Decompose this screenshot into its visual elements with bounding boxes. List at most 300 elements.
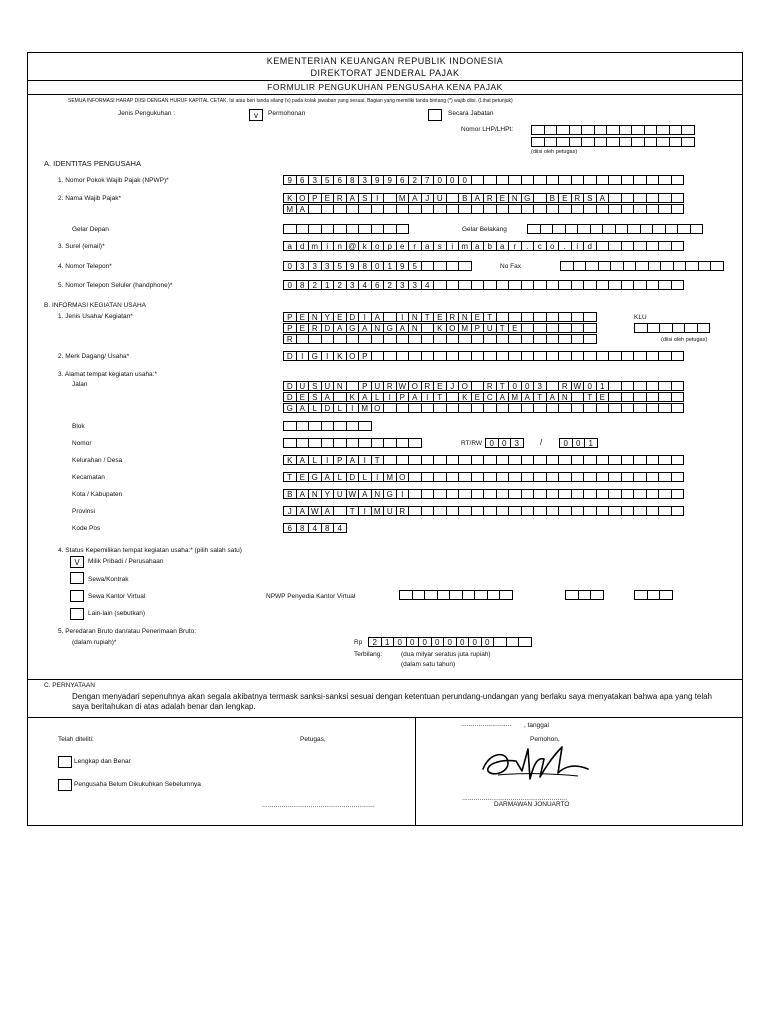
char-cell[interactable]: E — [296, 312, 310, 322]
char-cell[interactable] — [646, 489, 660, 499]
char-cell[interactable]: 0 — [485, 438, 499, 448]
char-cell[interactable]: 3 — [510, 438, 524, 448]
char-cell[interactable]: M — [396, 193, 410, 203]
char-cell[interactable]: L — [308, 455, 322, 465]
char-cell[interactable] — [346, 381, 360, 391]
char-cell[interactable] — [471, 506, 485, 516]
char-cell[interactable] — [521, 403, 535, 413]
char-cell[interactable]: k — [358, 241, 372, 251]
char-cell[interactable] — [583, 175, 597, 185]
char-cell[interactable]: R — [483, 381, 497, 391]
char-cell[interactable] — [608, 241, 622, 251]
char-cell[interactable]: G — [383, 489, 397, 499]
char-cell[interactable]: Y — [321, 312, 335, 322]
char-cell[interactable] — [496, 506, 510, 516]
provinsi-field[interactable] — [283, 506, 683, 516]
char-cell[interactable]: K — [433, 323, 447, 333]
char-cell[interactable] — [646, 403, 660, 413]
char-cell[interactable] — [483, 204, 497, 214]
char-cell[interactable]: W — [308, 506, 322, 516]
char-cell[interactable] — [671, 472, 685, 482]
char-cell[interactable]: O — [346, 351, 360, 361]
char-cell[interactable]: D — [283, 381, 297, 391]
char-cell[interactable] — [590, 590, 604, 600]
char-cell[interactable] — [608, 204, 622, 214]
char-cell[interactable]: 5 — [321, 175, 335, 185]
char-cell[interactable] — [333, 392, 347, 402]
char-cell[interactable] — [633, 193, 647, 203]
char-cell[interactable] — [487, 590, 501, 600]
char-cell[interactable]: a — [496, 241, 510, 251]
char-cell[interactable] — [483, 403, 497, 413]
char-cell[interactable]: 8 — [321, 523, 335, 533]
char-cell[interactable]: R — [383, 381, 397, 391]
char-cell[interactable]: 5 — [408, 261, 422, 271]
char-cell[interactable] — [533, 351, 547, 361]
char-cell[interactable] — [596, 280, 610, 290]
char-cell[interactable] — [371, 351, 385, 361]
char-cell[interactable]: 6 — [371, 280, 385, 290]
char-cell[interactable] — [571, 506, 585, 516]
char-cell[interactable]: K — [333, 351, 347, 361]
char-cell[interactable] — [546, 334, 560, 344]
char-cell[interactable] — [658, 280, 672, 290]
char-cell[interactable] — [521, 506, 535, 516]
char-cell[interactable]: 2 — [308, 280, 322, 290]
char-cell[interactable]: T — [433, 392, 447, 402]
char-cell[interactable]: E — [508, 323, 522, 333]
char-cell[interactable] — [621, 204, 635, 214]
rt-field[interactable] — [485, 438, 523, 448]
peredaran-field[interactable] — [368, 637, 531, 647]
char-cell[interactable]: A — [408, 392, 422, 402]
char-cell[interactable] — [483, 334, 497, 344]
char-cell[interactable]: 1 — [584, 438, 598, 448]
char-cell[interactable]: E — [433, 312, 447, 322]
char-cell[interactable] — [421, 455, 435, 465]
char-cell[interactable] — [671, 506, 685, 516]
char-cell[interactable]: 0 — [456, 637, 470, 647]
char-cell[interactable] — [633, 403, 647, 413]
char-cell[interactable] — [633, 175, 647, 185]
char-cell[interactable] — [408, 334, 422, 344]
char-cell[interactable] — [590, 224, 604, 234]
char-cell[interactable]: A — [333, 323, 347, 333]
char-cell[interactable]: 0 — [481, 637, 495, 647]
char-cell[interactable]: N — [458, 312, 472, 322]
char-cell[interactable] — [508, 506, 522, 516]
char-cell[interactable] — [681, 125, 695, 135]
char-cell[interactable]: O — [371, 403, 385, 413]
char-cell[interactable] — [633, 506, 647, 516]
char-cell[interactable]: I — [321, 455, 335, 465]
char-cell[interactable]: p — [383, 241, 397, 251]
char-cell[interactable] — [571, 334, 585, 344]
char-cell[interactable]: e — [396, 241, 410, 251]
char-cell[interactable] — [596, 351, 610, 361]
char-cell[interactable] — [671, 351, 685, 361]
char-cell[interactable]: A — [521, 392, 535, 402]
char-cell[interactable] — [508, 312, 522, 322]
char-cell[interactable] — [633, 455, 647, 465]
char-cell[interactable]: A — [471, 193, 485, 203]
char-cell[interactable] — [533, 472, 547, 482]
char-cell[interactable]: Y — [321, 489, 335, 499]
char-cell[interactable]: 8 — [358, 261, 372, 271]
char-cell[interactable] — [596, 506, 610, 516]
char-cell[interactable] — [421, 334, 435, 344]
char-cell[interactable] — [556, 137, 570, 147]
char-cell[interactable] — [508, 334, 522, 344]
char-cell[interactable] — [396, 438, 410, 448]
char-cell[interactable]: 4 — [333, 523, 347, 533]
char-cell[interactable]: T — [533, 392, 547, 402]
char-cell[interactable]: 2 — [368, 637, 382, 647]
char-cell[interactable] — [458, 403, 472, 413]
char-cell[interactable]: L — [308, 403, 322, 413]
char-cell[interactable]: M — [458, 323, 472, 333]
char-cell[interactable] — [684, 323, 698, 333]
char-cell[interactable]: I — [396, 312, 410, 322]
char-cell[interactable]: T — [583, 392, 597, 402]
char-cell[interactable]: J — [446, 381, 460, 391]
char-cell[interactable] — [471, 280, 485, 290]
char-cell[interactable]: L — [371, 392, 385, 402]
char-cell[interactable] — [296, 224, 310, 234]
char-cell[interactable]: A — [296, 204, 310, 214]
char-cell[interactable]: E — [433, 381, 447, 391]
jalan-line3[interactable] — [283, 403, 683, 413]
char-cell[interactable]: I — [358, 455, 372, 465]
char-cell[interactable]: I — [321, 351, 335, 361]
char-cell[interactable] — [621, 193, 635, 203]
char-cell[interactable] — [546, 175, 560, 185]
char-cell[interactable] — [446, 392, 460, 402]
kecamatan-field[interactable] — [283, 472, 683, 482]
char-cell[interactable] — [371, 204, 385, 214]
char-cell[interactable] — [648, 261, 662, 271]
char-cell[interactable] — [621, 241, 635, 251]
char-cell[interactable]: O — [408, 381, 422, 391]
char-cell[interactable] — [446, 472, 460, 482]
char-cell[interactable] — [658, 506, 672, 516]
char-cell[interactable] — [321, 334, 335, 344]
char-cell[interactable] — [583, 489, 597, 499]
char-cell[interactable]: K — [346, 392, 360, 402]
char-cell[interactable] — [583, 351, 597, 361]
char-cell[interactable] — [424, 590, 438, 600]
gelar-depan-field[interactable] — [283, 224, 408, 234]
char-cell[interactable] — [583, 280, 597, 290]
char-cell[interactable]: U — [483, 323, 497, 333]
char-cell[interactable] — [685, 261, 699, 271]
char-cell[interactable] — [496, 175, 510, 185]
char-cell[interactable]: 0 — [283, 261, 297, 271]
char-cell[interactable]: R — [446, 312, 460, 322]
char-cell[interactable]: K — [458, 392, 472, 402]
char-cell[interactable]: I — [296, 351, 310, 361]
char-cell[interactable]: R — [571, 193, 585, 203]
char-cell[interactable]: B — [283, 489, 297, 499]
char-cell[interactable] — [606, 125, 620, 135]
char-cell[interactable] — [508, 489, 522, 499]
char-cell[interactable]: A — [321, 392, 335, 402]
char-cell[interactable] — [412, 590, 426, 600]
char-cell[interactable]: 2 — [408, 175, 422, 185]
char-cell[interactable] — [383, 334, 397, 344]
jalan-line1[interactable] — [283, 381, 683, 391]
char-cell[interactable] — [458, 204, 472, 214]
lhp-row2[interactable] — [531, 137, 694, 147]
char-cell[interactable] — [669, 137, 683, 147]
char-cell[interactable]: m — [308, 241, 322, 251]
char-cell[interactable] — [483, 506, 497, 516]
char-cell[interactable] — [383, 224, 397, 234]
char-cell[interactable]: a — [421, 241, 435, 251]
char-cell[interactable]: 3 — [533, 381, 547, 391]
char-cell[interactable]: I — [396, 489, 410, 499]
char-cell[interactable]: R — [333, 193, 347, 203]
char-cell[interactable] — [296, 421, 310, 431]
char-cell[interactable] — [383, 193, 397, 203]
char-cell[interactable] — [471, 455, 485, 465]
char-cell[interactable] — [633, 351, 647, 361]
char-cell[interactable] — [672, 323, 686, 333]
char-cell[interactable]: D — [283, 392, 297, 402]
char-cell[interactable] — [471, 381, 485, 391]
char-cell[interactable] — [621, 351, 635, 361]
char-cell[interactable] — [571, 323, 585, 333]
char-cell[interactable]: 0 — [572, 438, 586, 448]
char-cell[interactable]: R — [483, 193, 497, 203]
char-cell[interactable] — [433, 403, 447, 413]
char-cell[interactable] — [646, 175, 660, 185]
char-cell[interactable]: G — [346, 323, 360, 333]
char-cell[interactable] — [433, 204, 447, 214]
char-cell[interactable] — [521, 472, 535, 482]
char-cell[interactable] — [474, 590, 488, 600]
char-cell[interactable] — [546, 506, 560, 516]
char-cell[interactable] — [483, 455, 497, 465]
char-cell[interactable]: 0 — [406, 637, 420, 647]
char-cell[interactable]: 0 — [498, 438, 512, 448]
char-cell[interactable] — [421, 403, 435, 413]
char-cell[interactable] — [633, 241, 647, 251]
char-cell[interactable] — [634, 590, 648, 600]
char-cell[interactable] — [508, 472, 522, 482]
char-cell[interactable] — [408, 506, 422, 516]
char-cell[interactable] — [333, 334, 347, 344]
char-cell[interactable]: K — [283, 193, 297, 203]
char-cell[interactable] — [621, 489, 635, 499]
char-cell[interactable] — [594, 125, 608, 135]
char-cell[interactable]: 6 — [396, 175, 410, 185]
char-cell[interactable] — [571, 455, 585, 465]
char-cell[interactable] — [619, 137, 633, 147]
char-cell[interactable] — [462, 590, 476, 600]
char-cell[interactable] — [583, 455, 597, 465]
char-cell[interactable] — [633, 489, 647, 499]
char-cell[interactable] — [546, 351, 560, 361]
char-cell[interactable]: s — [433, 241, 447, 251]
char-cell[interactable] — [608, 506, 622, 516]
char-cell[interactable] — [621, 175, 635, 185]
char-cell[interactable] — [396, 455, 410, 465]
char-cell[interactable]: P — [283, 312, 297, 322]
char-cell[interactable]: 1 — [321, 280, 335, 290]
char-cell[interactable]: I — [358, 506, 372, 516]
char-cell[interactable]: M — [383, 472, 397, 482]
char-cell[interactable]: T — [483, 312, 497, 322]
char-cell[interactable] — [571, 472, 585, 482]
char-cell[interactable] — [583, 204, 597, 214]
char-cell[interactable]: a — [283, 241, 297, 251]
char-cell[interactable] — [433, 280, 447, 290]
char-cell[interactable] — [647, 323, 661, 333]
char-cell[interactable] — [508, 455, 522, 465]
char-cell[interactable]: P — [308, 193, 322, 203]
char-cell[interactable]: N — [508, 193, 522, 203]
char-cell[interactable] — [571, 204, 585, 214]
char-cell[interactable] — [571, 312, 585, 322]
seluler-field[interactable] — [283, 280, 683, 290]
char-cell[interactable] — [583, 403, 597, 413]
char-cell[interactable]: L — [333, 403, 347, 413]
char-cell[interactable]: 0 — [418, 637, 432, 647]
char-cell[interactable] — [673, 261, 687, 271]
char-cell[interactable] — [669, 125, 683, 135]
char-cell[interactable] — [533, 175, 547, 185]
char-cell[interactable] — [596, 175, 610, 185]
char-cell[interactable] — [508, 204, 522, 214]
char-cell[interactable] — [710, 261, 724, 271]
char-cell[interactable] — [408, 472, 422, 482]
char-cell[interactable] — [621, 455, 635, 465]
char-cell[interactable]: N — [308, 489, 322, 499]
char-cell[interactable] — [571, 280, 585, 290]
char-cell[interactable] — [608, 351, 622, 361]
char-cell[interactable]: 9 — [371, 175, 385, 185]
char-cell[interactable] — [558, 455, 572, 465]
char-cell[interactable] — [627, 224, 641, 234]
char-cell[interactable]: U — [333, 489, 347, 499]
char-cell[interactable]: 0 — [371, 261, 385, 271]
char-cell[interactable]: U — [383, 506, 397, 516]
char-cell[interactable] — [396, 351, 410, 361]
char-cell[interactable]: A — [546, 392, 560, 402]
char-cell[interactable] — [446, 403, 460, 413]
char-cell[interactable] — [471, 204, 485, 214]
char-cell[interactable]: . — [558, 241, 572, 251]
char-cell[interactable] — [571, 351, 585, 361]
char-cell[interactable]: A — [358, 489, 372, 499]
char-cell[interactable] — [533, 312, 547, 322]
char-cell[interactable]: 0 — [443, 637, 457, 647]
char-cell[interactable]: E — [321, 193, 335, 203]
char-cell[interactable]: A — [396, 323, 410, 333]
char-cell[interactable] — [446, 506, 460, 516]
char-cell[interactable]: T — [371, 455, 385, 465]
char-cell[interactable]: O — [458, 381, 472, 391]
char-cell[interactable] — [458, 455, 472, 465]
char-cell[interactable]: A — [321, 472, 335, 482]
char-cell[interactable] — [421, 351, 435, 361]
rw-field[interactable] — [559, 438, 597, 448]
char-cell[interactable] — [608, 381, 622, 391]
char-cell[interactable] — [421, 472, 435, 482]
char-cell[interactable] — [458, 351, 472, 361]
char-cell[interactable] — [658, 241, 672, 251]
char-cell[interactable]: L — [358, 472, 372, 482]
char-cell[interactable]: A — [321, 506, 335, 516]
char-cell[interactable] — [652, 224, 666, 234]
char-cell[interactable]: M — [508, 392, 522, 402]
char-cell[interactable] — [656, 125, 670, 135]
char-cell[interactable] — [396, 334, 410, 344]
char-cell[interactable] — [556, 125, 570, 135]
char-cell[interactable]: W — [396, 381, 410, 391]
char-cell[interactable]: S — [308, 381, 322, 391]
email-field[interactable] — [283, 241, 683, 251]
char-cell[interactable] — [483, 175, 497, 185]
char-cell[interactable]: I — [346, 403, 360, 413]
char-cell[interactable]: @ — [346, 241, 360, 251]
char-cell[interactable] — [531, 125, 545, 135]
char-cell[interactable]: d — [583, 241, 597, 251]
char-cell[interactable] — [583, 323, 597, 333]
char-cell[interactable] — [540, 224, 554, 234]
char-cell[interactable]: M — [358, 403, 372, 413]
char-cell[interactable] — [446, 351, 460, 361]
char-cell[interactable]: O — [296, 193, 310, 203]
gelar-belakang-field[interactable] — [527, 224, 702, 234]
char-cell[interactable] — [346, 334, 360, 344]
char-cell[interactable] — [571, 175, 585, 185]
char-cell[interactable]: P — [283, 323, 297, 333]
char-cell[interactable] — [358, 334, 372, 344]
char-cell[interactable]: S — [358, 193, 372, 203]
char-cell[interactable]: E — [296, 323, 310, 333]
char-cell[interactable] — [606, 137, 620, 147]
char-cell[interactable] — [399, 590, 413, 600]
char-cell[interactable] — [496, 204, 510, 214]
char-cell[interactable]: N — [408, 312, 422, 322]
char-cell[interactable]: D — [321, 323, 335, 333]
char-cell[interactable] — [527, 224, 541, 234]
char-cell[interactable]: I — [383, 392, 397, 402]
char-cell[interactable]: D — [346, 472, 360, 482]
char-cell[interactable]: d — [296, 241, 310, 251]
char-cell[interactable] — [631, 125, 645, 135]
char-cell[interactable] — [578, 590, 592, 600]
nomor-field[interactable] — [283, 438, 421, 448]
char-cell[interactable] — [633, 472, 647, 482]
char-cell[interactable]: T — [346, 506, 360, 516]
lengkap-checkbox[interactable] — [58, 756, 72, 768]
char-cell[interactable]: K — [283, 455, 297, 465]
char-cell[interactable] — [608, 455, 622, 465]
char-cell[interactable]: P — [396, 392, 410, 402]
char-cell[interactable] — [333, 224, 347, 234]
char-cell[interactable] — [646, 351, 660, 361]
char-cell[interactable]: U — [371, 381, 385, 391]
char-cell[interactable]: 1 — [383, 261, 397, 271]
char-cell[interactable] — [635, 261, 649, 271]
char-cell[interactable] — [396, 204, 410, 214]
lhp-row1[interactable] — [531, 125, 694, 135]
char-cell[interactable]: E — [496, 193, 510, 203]
char-cell[interactable] — [521, 175, 535, 185]
